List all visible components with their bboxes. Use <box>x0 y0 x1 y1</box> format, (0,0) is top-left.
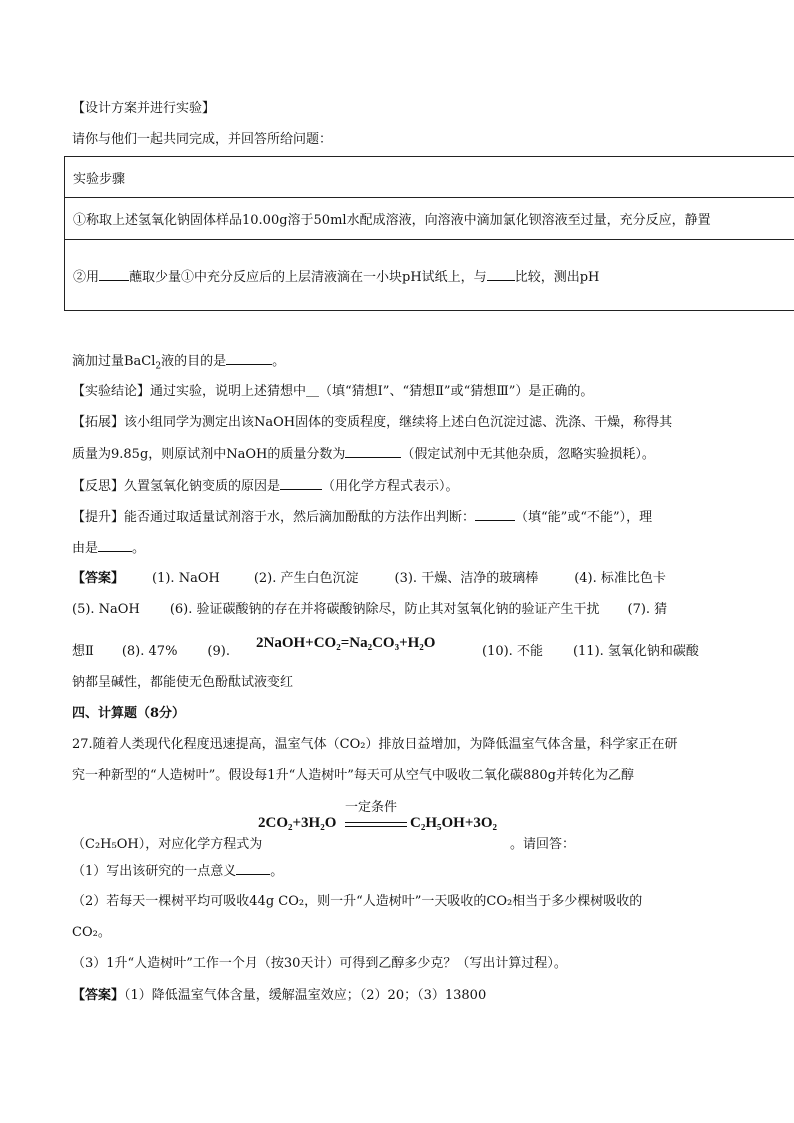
extend-text-2b: （假定试剂中无其他杂质，忽略实验损耗）。 <box>401 447 655 462</box>
answer1-2: (2). 产生白色沉淀 <box>253 571 359 586</box>
conclusion-text: 通过实验，说明上述猜想中＿（填“猜想Ⅰ”、“猜想Ⅱ”或“猜想Ⅲ”）是正确的。 <box>150 384 594 399</box>
answer2-tag: 【答案】 <box>72 988 125 1003</box>
q27-line-3a: （C₂H₅OH），对应化学方程式为 <box>72 837 263 852</box>
answer1-1: (1). NaOH <box>152 571 220 586</box>
answer1-7: (7). 猜 <box>627 602 668 617</box>
experiment-steps-table <box>64 156 794 311</box>
answer1-line-3-right <box>482 643 782 661</box>
answer1-line-2 <box>72 601 794 619</box>
q27-sub-1a: （1）写出该研究的一点意义 <box>72 864 237 879</box>
extend-text-2a: 质量为9.85g，则原试剂中NaOH的质量分数为 <box>72 447 346 462</box>
q27-line-3-right: 。请回答： <box>510 837 576 852</box>
answer1-tag: 【答案】 <box>72 571 125 586</box>
reaction-condition: 一定条件 <box>345 800 398 815</box>
reflect-tag: 【反思】 <box>72 479 125 494</box>
q27-sub-1-blank <box>236 862 270 875</box>
design-intro: 请你与他们一起共同完成，并回答所给问题： <box>72 132 333 147</box>
q-bacl2-c: 。 <box>272 354 286 369</box>
design-heading: 【设计方案并进行实验】 <box>72 101 216 116</box>
reflect-line <box>72 477 794 496</box>
improve-line-2 <box>72 539 794 558</box>
equation-equals-bar <box>345 822 407 827</box>
conclusion-tag: 【实验结论】 <box>72 384 151 399</box>
q27-sub-3: （3）1升“人造树叶”工作一个月（按30天计）可得到乙醇多少克？（写出计算过程）。 <box>72 956 567 971</box>
step-2-text-a: ②用 <box>73 269 100 285</box>
q-bacl2-blank <box>226 352 272 365</box>
improve-blank-1 <box>475 508 515 521</box>
equation-left: 2CO₂+3H₂O <box>258 815 337 831</box>
q27-sub-2: （2）若每天一棵树平均可吸收44g CO₂，则一升“人造树叶”一天吸收的CO₂相当于多少棵树吸收的 <box>72 894 643 909</box>
answer1-5: (5). NaOH <box>72 602 140 617</box>
improve-text-a: 能否通过取适量试剂溶于水，然后滴加酚酞的方法作出判断： <box>124 510 476 525</box>
extend-tag: 【拓展】 <box>72 415 125 430</box>
q27-line-1: 27.随着人类现代化程度迅速提高，温室气体（CO₂）排放日益增加，为降低温室气体含量，科学家正在研 <box>72 737 678 752</box>
answer1-7b: 想Ⅱ <box>72 644 94 659</box>
improve-blank-2 <box>98 539 132 552</box>
reflect-blank <box>280 477 322 490</box>
answer1-10: (10). 不能 <box>482 644 543 659</box>
extend-line-2 <box>72 445 794 464</box>
step-1-cell: ①称取上述氢氧化钠固体样品10.00g溶于50ml水配成溶液，向溶液中滴加氯化钡溶液至过量，充分反应，静置 <box>65 198 794 240</box>
answer1-4: (4). 标准比色卡 <box>574 571 666 586</box>
equation-right: C₂H₅OH+3O₂ <box>410 815 498 831</box>
step-2-blank-1 <box>99 268 129 281</box>
extend-line-1 <box>72 414 794 432</box>
q27-line-2: 究一种新型的“人造树叶”。假设每1升“人造树叶”每天可从空气中吸收二氧化碳880g并转化为乙醇 <box>72 768 634 783</box>
answer1-line-4: 钠都呈碱性，都能使无色酚酞试液变红 <box>72 675 294 690</box>
extend-text-1: 该小组同学为测定出该NaOH固体的变质程度，继续将上述白色沉淀过滤、洗涤、干燥，称得其 <box>124 415 673 430</box>
step-2-text-b: 蘸取少量①中充分反应后的上层清液滴在一小块pH试纸上，与 <box>129 269 487 285</box>
answer1-6: (6). 验证碳酸钠的存在并将碳酸钠除尽，防止其对氢氧化钠的验证产生干扰 <box>169 602 600 617</box>
answer1-8: (8). 47% <box>121 644 178 659</box>
table-header-cell: 实验步骤 <box>65 157 794 198</box>
conclusion-line <box>72 383 794 401</box>
reflect-text-a: 久置氢氧化钠变质的原因是 <box>124 479 281 494</box>
answer2-line <box>72 987 794 1005</box>
improve-line-1 <box>72 508 794 527</box>
q-bacl2-b: 液的目的是 <box>161 354 227 369</box>
answer1-11: (11). 氢氧化钠和碳酸 <box>572 644 699 659</box>
q27-sub-1 <box>72 862 794 881</box>
q27-sub-2-cont: CO₂。 <box>72 925 111 940</box>
improve-tag: 【提升】 <box>72 510 125 525</box>
answer1-line-1 <box>72 570 794 588</box>
q27-sub-1b: 。 <box>270 864 284 879</box>
reflect-text-b: （用化学方程式表示）。 <box>322 479 459 494</box>
equation-naoh-co2: 2NaOH+CO₂=Na₂CO₃+H₂O <box>256 635 436 651</box>
extend-blank <box>345 445 401 458</box>
answer2-text: （1）降低温室气体含量，缓解温室效应；（2）20；（3）13800 <box>124 988 487 1003</box>
q-bacl2-sub: 2 <box>155 361 162 372</box>
improve-text-d: 。 <box>132 541 146 556</box>
q-bacl2-a: 滴加过量BaCl <box>72 354 156 369</box>
answer1-3: (3). 干燥、洁净的玻璃棒 <box>394 571 539 586</box>
improve-text-b: （填“能”或“不能”），理 <box>515 510 653 525</box>
step-2-blank-2 <box>487 268 515 281</box>
step-2-cell <box>65 240 794 311</box>
improve-text-c: 由是 <box>72 541 99 556</box>
step-2-text-c: 比较，测出pH <box>514 269 600 285</box>
answer1-9: (9). <box>207 644 230 659</box>
question-bacl2 <box>72 352 794 376</box>
section-4-heading: 四、计算题（8分） <box>72 706 186 721</box>
